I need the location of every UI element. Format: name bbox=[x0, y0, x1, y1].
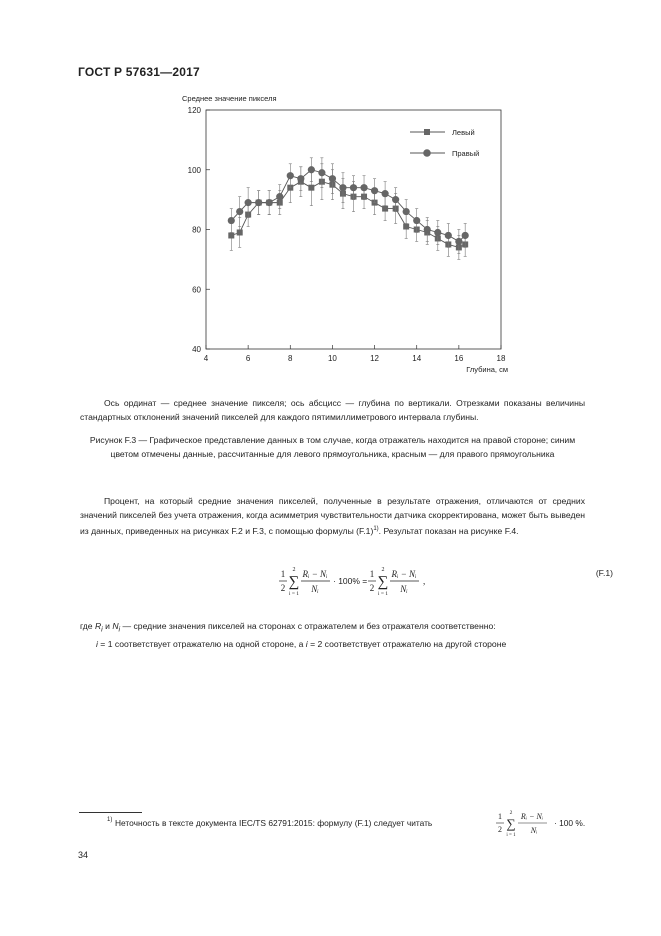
y-tick-label: 80 bbox=[192, 225, 201, 235]
depth-pixel-chart bbox=[0, 0, 661, 380]
chart-legend bbox=[410, 128, 479, 158]
data-point-circle bbox=[297, 175, 304, 182]
data-point-circle bbox=[350, 184, 357, 191]
x-tick-label: 14 bbox=[412, 354, 422, 363]
data-point-square bbox=[382, 206, 388, 212]
x-axis-label: Глубина, см bbox=[466, 365, 508, 374]
where-r: R bbox=[94, 621, 102, 631]
data-point-circle bbox=[339, 184, 346, 191]
data-point-circle bbox=[413, 217, 420, 224]
series-left bbox=[228, 164, 468, 260]
footnote-mark: 1) bbox=[107, 817, 113, 823]
where-lead: где bbox=[80, 621, 95, 631]
where-line-1 bbox=[80, 619, 585, 637]
sum-sign-2: ∑ bbox=[377, 574, 389, 590]
body-paragraph bbox=[80, 494, 585, 538]
footnote-text: Неточность в тексте документа IEC/TS 62791:2015: формулу (F.1) следует читать bbox=[115, 818, 433, 828]
where-explanation bbox=[80, 619, 585, 651]
legend-label-right: Правый bbox=[452, 149, 480, 158]
plot-frame bbox=[206, 110, 501, 349]
fn-sum-top: 2 bbox=[509, 810, 513, 816]
data-point-circle bbox=[266, 199, 273, 206]
where-sub-i: i bbox=[101, 625, 103, 634]
data-point-circle bbox=[371, 187, 378, 194]
data-point-circle bbox=[445, 232, 452, 239]
formula-numerator: Rᵢ − Nᵢ bbox=[302, 569, 328, 579]
where-n: N bbox=[112, 621, 119, 631]
data-point-circle bbox=[228, 217, 235, 224]
where-rest: — средние значения пикселей на сторонах с отражателем и без отражателя соответственно: bbox=[120, 621, 496, 631]
y-tick-label: 120 bbox=[187, 106, 201, 115]
where-and: и bbox=[102, 621, 113, 631]
formula-half-num: 1 bbox=[280, 569, 286, 579]
data-point-circle bbox=[462, 232, 469, 239]
formula-denominator-2: Nᵢ bbox=[400, 584, 408, 594]
data-point-square bbox=[237, 229, 243, 235]
paragraph-text: Процент, на который средние значения пикселей, полученные в результате отражения, отличаются от средних значений пикселей без учета отражения, когда асимметрия чувствительности датчика скорректирована, может быть выведен из данных, приведенных на рисунках F.2 и F.3, с помощью формулы (F.1) bbox=[80, 496, 585, 536]
data-point-square bbox=[308, 185, 314, 191]
data-point-circle bbox=[308, 166, 315, 173]
fn-tail: · 100 %. bbox=[554, 818, 586, 828]
document-header: ГОСТ Р 57631—2017 bbox=[78, 65, 200, 79]
formula-sum-bottom: i = 1 bbox=[288, 591, 300, 597]
x-tick-label: 10 bbox=[327, 354, 337, 363]
formula-half-den: 2 bbox=[280, 583, 286, 593]
y-tick-label: 40 bbox=[192, 345, 201, 354]
legend-marker-square bbox=[424, 129, 430, 135]
figure-caption: Рисунок F.3 — Графическое представление данных в том случае, когда отражатель находится на правой стороне; синим цветом отмечены данные, рассчитанные для левого прямоугольника, красным — для правого прямоугольника bbox=[89, 435, 576, 459]
legend-marker-circle bbox=[423, 149, 431, 157]
formula-mid: · 100% = bbox=[333, 576, 368, 586]
data-point-circle bbox=[287, 172, 294, 179]
fn-numerator: Rᵢ − Nᵢ bbox=[520, 812, 544, 821]
paragraph-text-end: . Результат показан на рисунке F.4. bbox=[378, 525, 519, 536]
y-tick-label: 100 bbox=[187, 165, 201, 175]
fn-half-den: 2 bbox=[498, 825, 502, 834]
footnote bbox=[0, 805, 661, 841]
y-tick-label: 60 bbox=[192, 285, 201, 295]
data-point-circle bbox=[403, 208, 410, 215]
data-point-circle bbox=[455, 238, 462, 245]
data-point-circle bbox=[329, 175, 336, 182]
fn-sum-bottom: i = 1 bbox=[506, 833, 516, 838]
fn-sum-sign: ∑ bbox=[506, 816, 516, 831]
where-line-2 bbox=[80, 637, 585, 651]
page-number: 34 bbox=[78, 850, 89, 860]
x-tick-label: 12 bbox=[370, 354, 380, 363]
data-point-circle bbox=[276, 193, 283, 200]
formula-denominator: Nᵢ bbox=[311, 584, 319, 594]
data-point-square bbox=[403, 224, 409, 230]
formula-f1 bbox=[0, 560, 661, 604]
y-axis-label: Среднее значение пикселя bbox=[182, 94, 277, 103]
where-i-2: i bbox=[305, 638, 308, 649]
formula-sum-bottom-2: i = 1 bbox=[377, 591, 389, 597]
data-point-circle bbox=[255, 199, 262, 206]
formula-sum-top: 2 bbox=[292, 567, 296, 573]
data-point-circle bbox=[245, 199, 252, 206]
data-point-circle bbox=[360, 184, 367, 191]
series-right bbox=[228, 158, 469, 254]
formula-half-den-2: 2 bbox=[369, 583, 375, 593]
data-point-circle bbox=[424, 226, 431, 233]
formula-sum-top-2: 2 bbox=[381, 567, 385, 573]
legend-label-left: Левый bbox=[452, 128, 475, 137]
footnote-reference: 1) bbox=[373, 526, 379, 532]
data-point-circle bbox=[434, 229, 441, 236]
x-tick-label: 8 bbox=[288, 354, 293, 363]
where-mid: = 1 соответствует отражателю на одной стороне, а bbox=[97, 638, 306, 649]
data-point-circle bbox=[392, 196, 399, 203]
data-point-square bbox=[228, 232, 234, 238]
fn-denominator: Nᵢ bbox=[530, 826, 538, 835]
formula-numerator-2: Rᵢ − Nᵢ bbox=[391, 569, 417, 579]
data-point-circle bbox=[318, 169, 325, 176]
formula-half-num-2: 1 bbox=[369, 569, 375, 579]
x-tick-label: 18 bbox=[496, 354, 506, 363]
data-point-circle bbox=[382, 190, 389, 197]
series-line bbox=[231, 182, 465, 248]
where-i: i bbox=[96, 638, 98, 649]
x-tick-label: 16 bbox=[454, 354, 464, 363]
where-end: = 2 соответствует отражателю на другой стороне bbox=[307, 638, 507, 649]
sum-sign: ∑ bbox=[288, 574, 300, 590]
formula-number: (F.1) bbox=[595, 568, 613, 578]
formula-end: , bbox=[423, 576, 426, 586]
where-sub-i-2: i bbox=[118, 625, 121, 634]
fn-half-num: 1 bbox=[498, 812, 502, 821]
axes-caption: Ось ординат — среднее значение пикселя; ось абсцисс — глубина по вертикали. Отрезками показаны величины стандартных отклонений значений пикселей для каждого пятимиллиметрового интервала глубины. bbox=[80, 398, 585, 422]
data-point-circle bbox=[236, 208, 243, 215]
x-tick-label: 4 bbox=[203, 354, 209, 363]
x-tick-label: 6 bbox=[245, 354, 251, 363]
